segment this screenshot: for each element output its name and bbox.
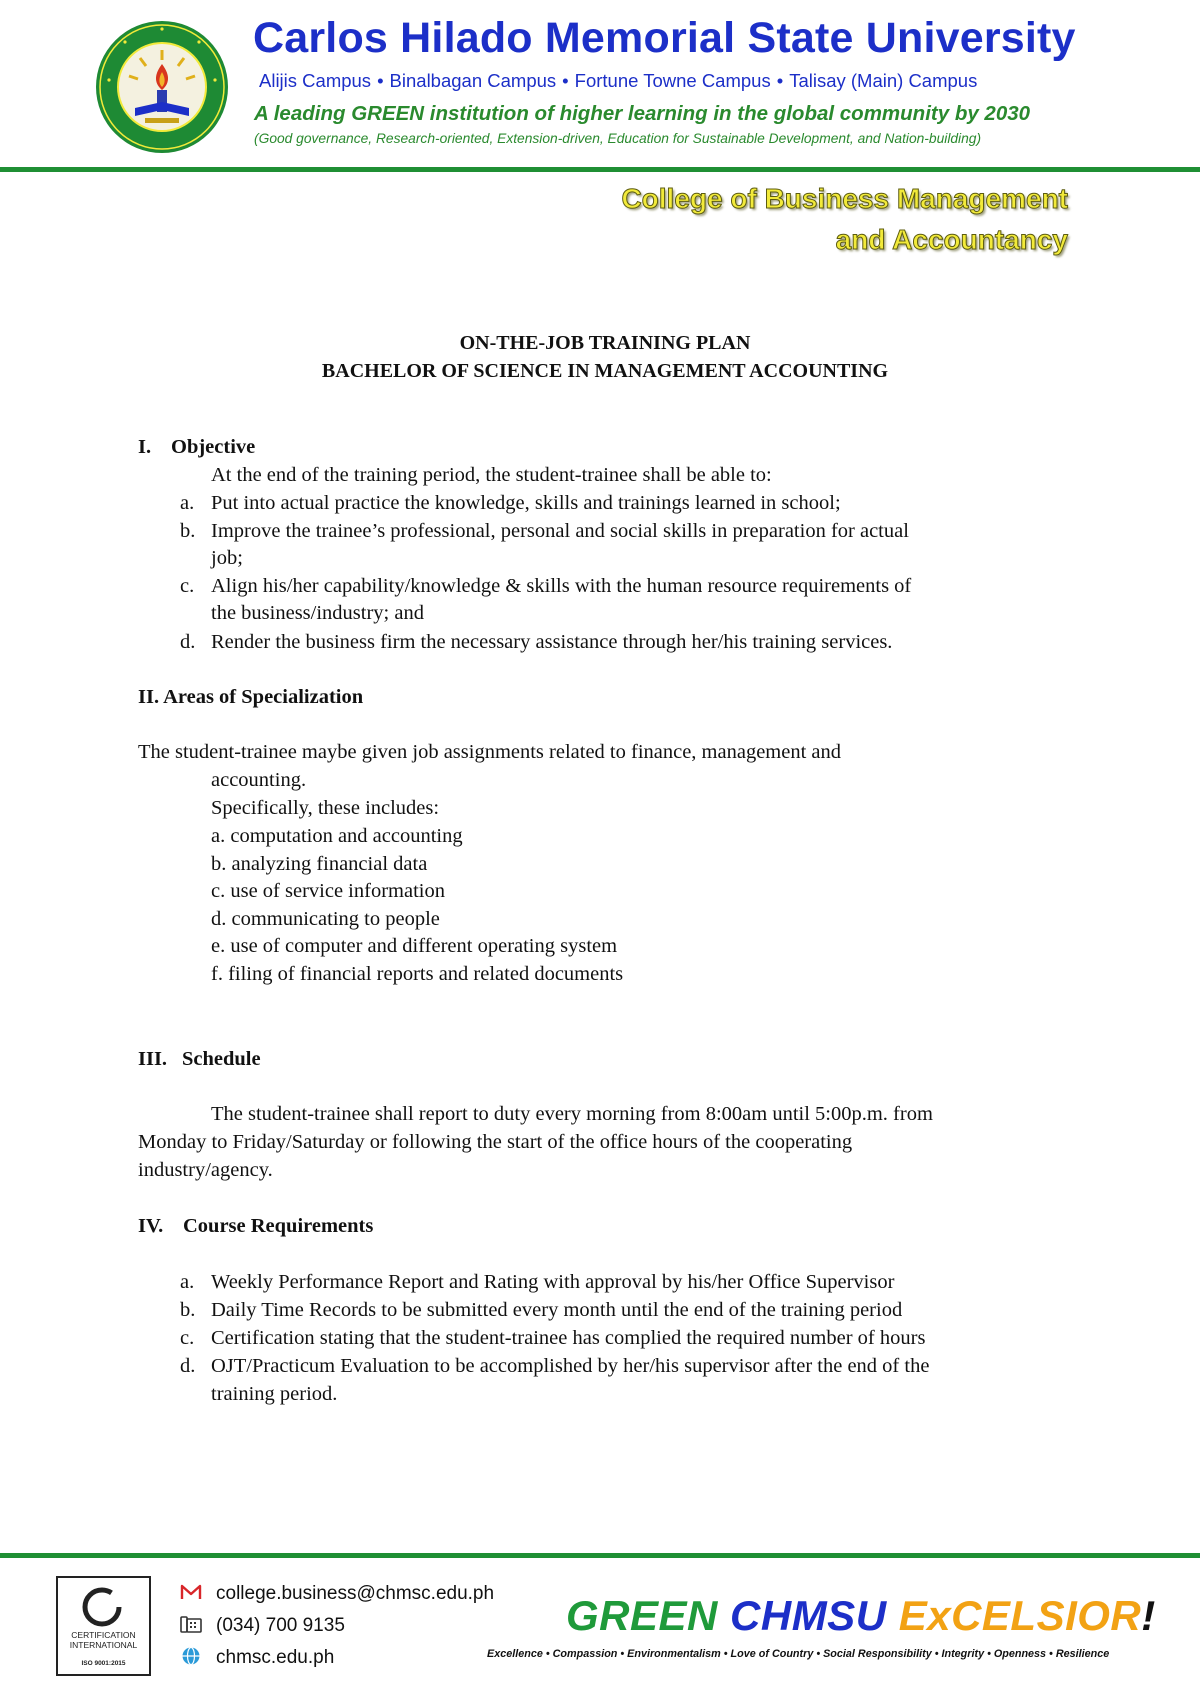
section-heading: II. Areas of Specialization bbox=[138, 686, 364, 708]
core-values: Excellence • Compassion • Environmentalism • Love of Country • Social Responsibility • Integrity • Openness • Resilience bbox=[487, 1648, 1110, 1660]
university-motto bbox=[566, 1592, 1156, 1640]
campus-separator: • bbox=[562, 70, 569, 91]
iso-standard: ISO 9001:2015 bbox=[81, 1660, 126, 1667]
list-label: b. bbox=[180, 520, 196, 542]
motto-exclamation: ! bbox=[1141, 1592, 1156, 1639]
motto-green: GREEN bbox=[566, 1592, 718, 1639]
campus-separator: • bbox=[377, 70, 384, 91]
motto-chmsu: CHMSU bbox=[730, 1592, 887, 1639]
list-item: OJT/Practicum Evaluation to be accomplished by her/his supervisor after the end of the bbox=[211, 1355, 930, 1377]
campus-name: Binalbagan Campus bbox=[389, 70, 557, 91]
iso-certification-badge bbox=[56, 1576, 151, 1676]
list-label: c. bbox=[180, 575, 195, 597]
list-item: Render the business firm the necessary assistance through her/his training services. bbox=[211, 631, 893, 653]
campus-name: Fortune Towne Campus bbox=[574, 70, 771, 91]
college-name-line: and Accountancy bbox=[835, 224, 1068, 255]
section-heading: Course Requirements bbox=[183, 1215, 374, 1237]
email-icon bbox=[180, 1582, 202, 1602]
contact-email[interactable] bbox=[180, 1582, 494, 1605]
university-seal-icon bbox=[95, 20, 229, 154]
list-item: Weekly Performance Report and Rating with approval by his/her Office Supervisor bbox=[211, 1271, 895, 1293]
specialization-intro: The student-trainee maybe given job assignments related to finance, management and bbox=[138, 741, 842, 763]
document-title: ON-THE-JOB TRAINING PLAN bbox=[459, 332, 751, 354]
objective-intro: At the end of the training period, the student-trainee shall be able to: bbox=[211, 464, 772, 486]
section-heading: Objective bbox=[171, 436, 256, 458]
list-item-continued: training period. bbox=[211, 1383, 338, 1405]
campus-list bbox=[259, 70, 977, 92]
program-title: BACHELOR OF SCIENCE IN MANAGEMENT ACCOUNTING bbox=[321, 360, 889, 382]
schedule-text: industry/agency. bbox=[138, 1159, 273, 1181]
header-divider bbox=[0, 167, 1200, 172]
phone-icon bbox=[180, 1614, 202, 1634]
phone-number[interactable]: (034) 700 9135 bbox=[216, 1615, 345, 1636]
list-item: Daily Time Records to be submitted every month until the end of the training period bbox=[211, 1299, 903, 1321]
motto-excelsior: ExCELSIOR bbox=[898, 1592, 1142, 1639]
list-item: e. use of computer and different operating system bbox=[211, 935, 618, 957]
footer-divider bbox=[0, 1553, 1200, 1558]
list-item: Certification stating that the student-trainee has complied the required number of hours bbox=[211, 1327, 926, 1349]
list-label: d. bbox=[180, 631, 196, 653]
certification-ring-icon bbox=[81, 1586, 123, 1628]
college-name bbox=[621, 178, 1068, 260]
list-label: a. bbox=[180, 492, 195, 514]
list-item: b. analyzing financial data bbox=[211, 853, 428, 875]
list-item: Improve the trainee’s professional, personal and social skills in preparation for actual bbox=[211, 520, 909, 542]
list-label: a. bbox=[180, 1271, 195, 1293]
section-number: I. bbox=[138, 436, 152, 458]
website-url[interactable]: chmsc.edu.ph bbox=[216, 1647, 335, 1668]
iso-label-line: INTERNATIONAL bbox=[69, 1640, 138, 1650]
globe-icon bbox=[180, 1646, 202, 1666]
campus-name: Talisay (Main) Campus bbox=[789, 70, 978, 91]
list-item: f. filing of financial reports and related documents bbox=[211, 963, 624, 985]
vision-tagline: A leading GREEN institution of higher learning in the global community by 2030 bbox=[254, 102, 1031, 125]
list-label: d. bbox=[180, 1355, 196, 1377]
list-label: b. bbox=[180, 1299, 196, 1321]
list-label: c. bbox=[180, 1327, 195, 1349]
university-name: Carlos Hilado Memorial State University bbox=[253, 14, 1076, 62]
campus-separator: • bbox=[776, 70, 784, 91]
list-item-continued: job; bbox=[211, 547, 243, 569]
contact-website[interactable] bbox=[180, 1646, 334, 1669]
iso-label bbox=[58, 1630, 149, 1650]
campus-name: Alijis Campus bbox=[259, 70, 372, 91]
section-number: IV. bbox=[138, 1215, 164, 1237]
list-item: a. computation and accounting bbox=[211, 825, 463, 847]
contact-phone[interactable] bbox=[180, 1614, 345, 1637]
list-item: Align his/her capability/knowledge & skills with the human resource requirements of bbox=[211, 575, 912, 597]
schedule-text: Monday to Friday/Saturday or following the start of the office hours of the cooperating bbox=[138, 1131, 853, 1153]
list-item: c. use of service information bbox=[211, 880, 445, 902]
specialization-intro-continued: accounting. bbox=[211, 769, 307, 791]
college-name-line: College of Business Management bbox=[621, 183, 1068, 214]
list-item: d. communicating to people bbox=[211, 908, 440, 930]
email-address[interactable]: college.business@chmsc.edu.ph bbox=[216, 1583, 495, 1604]
list-item-continued: the business/industry; and bbox=[211, 602, 424, 624]
section-heading: Schedule bbox=[182, 1048, 261, 1070]
schedule-text: The student-trainee shall report to duty every morning from 8:00am until 5:00p.m. from bbox=[211, 1103, 933, 1125]
iso-label-line: CERTIFICATION bbox=[71, 1630, 136, 1640]
list-item: Put into actual practice the knowledge, skills and trainings learned in school; bbox=[211, 492, 841, 514]
section-number: III. bbox=[138, 1048, 168, 1070]
vision-pillars: (Good governance, Research-oriented, Extension-driven, Education for Sustainable Development, and Nation-building) bbox=[254, 131, 982, 146]
specialization-lead: Specifically, these includes: bbox=[211, 797, 440, 819]
